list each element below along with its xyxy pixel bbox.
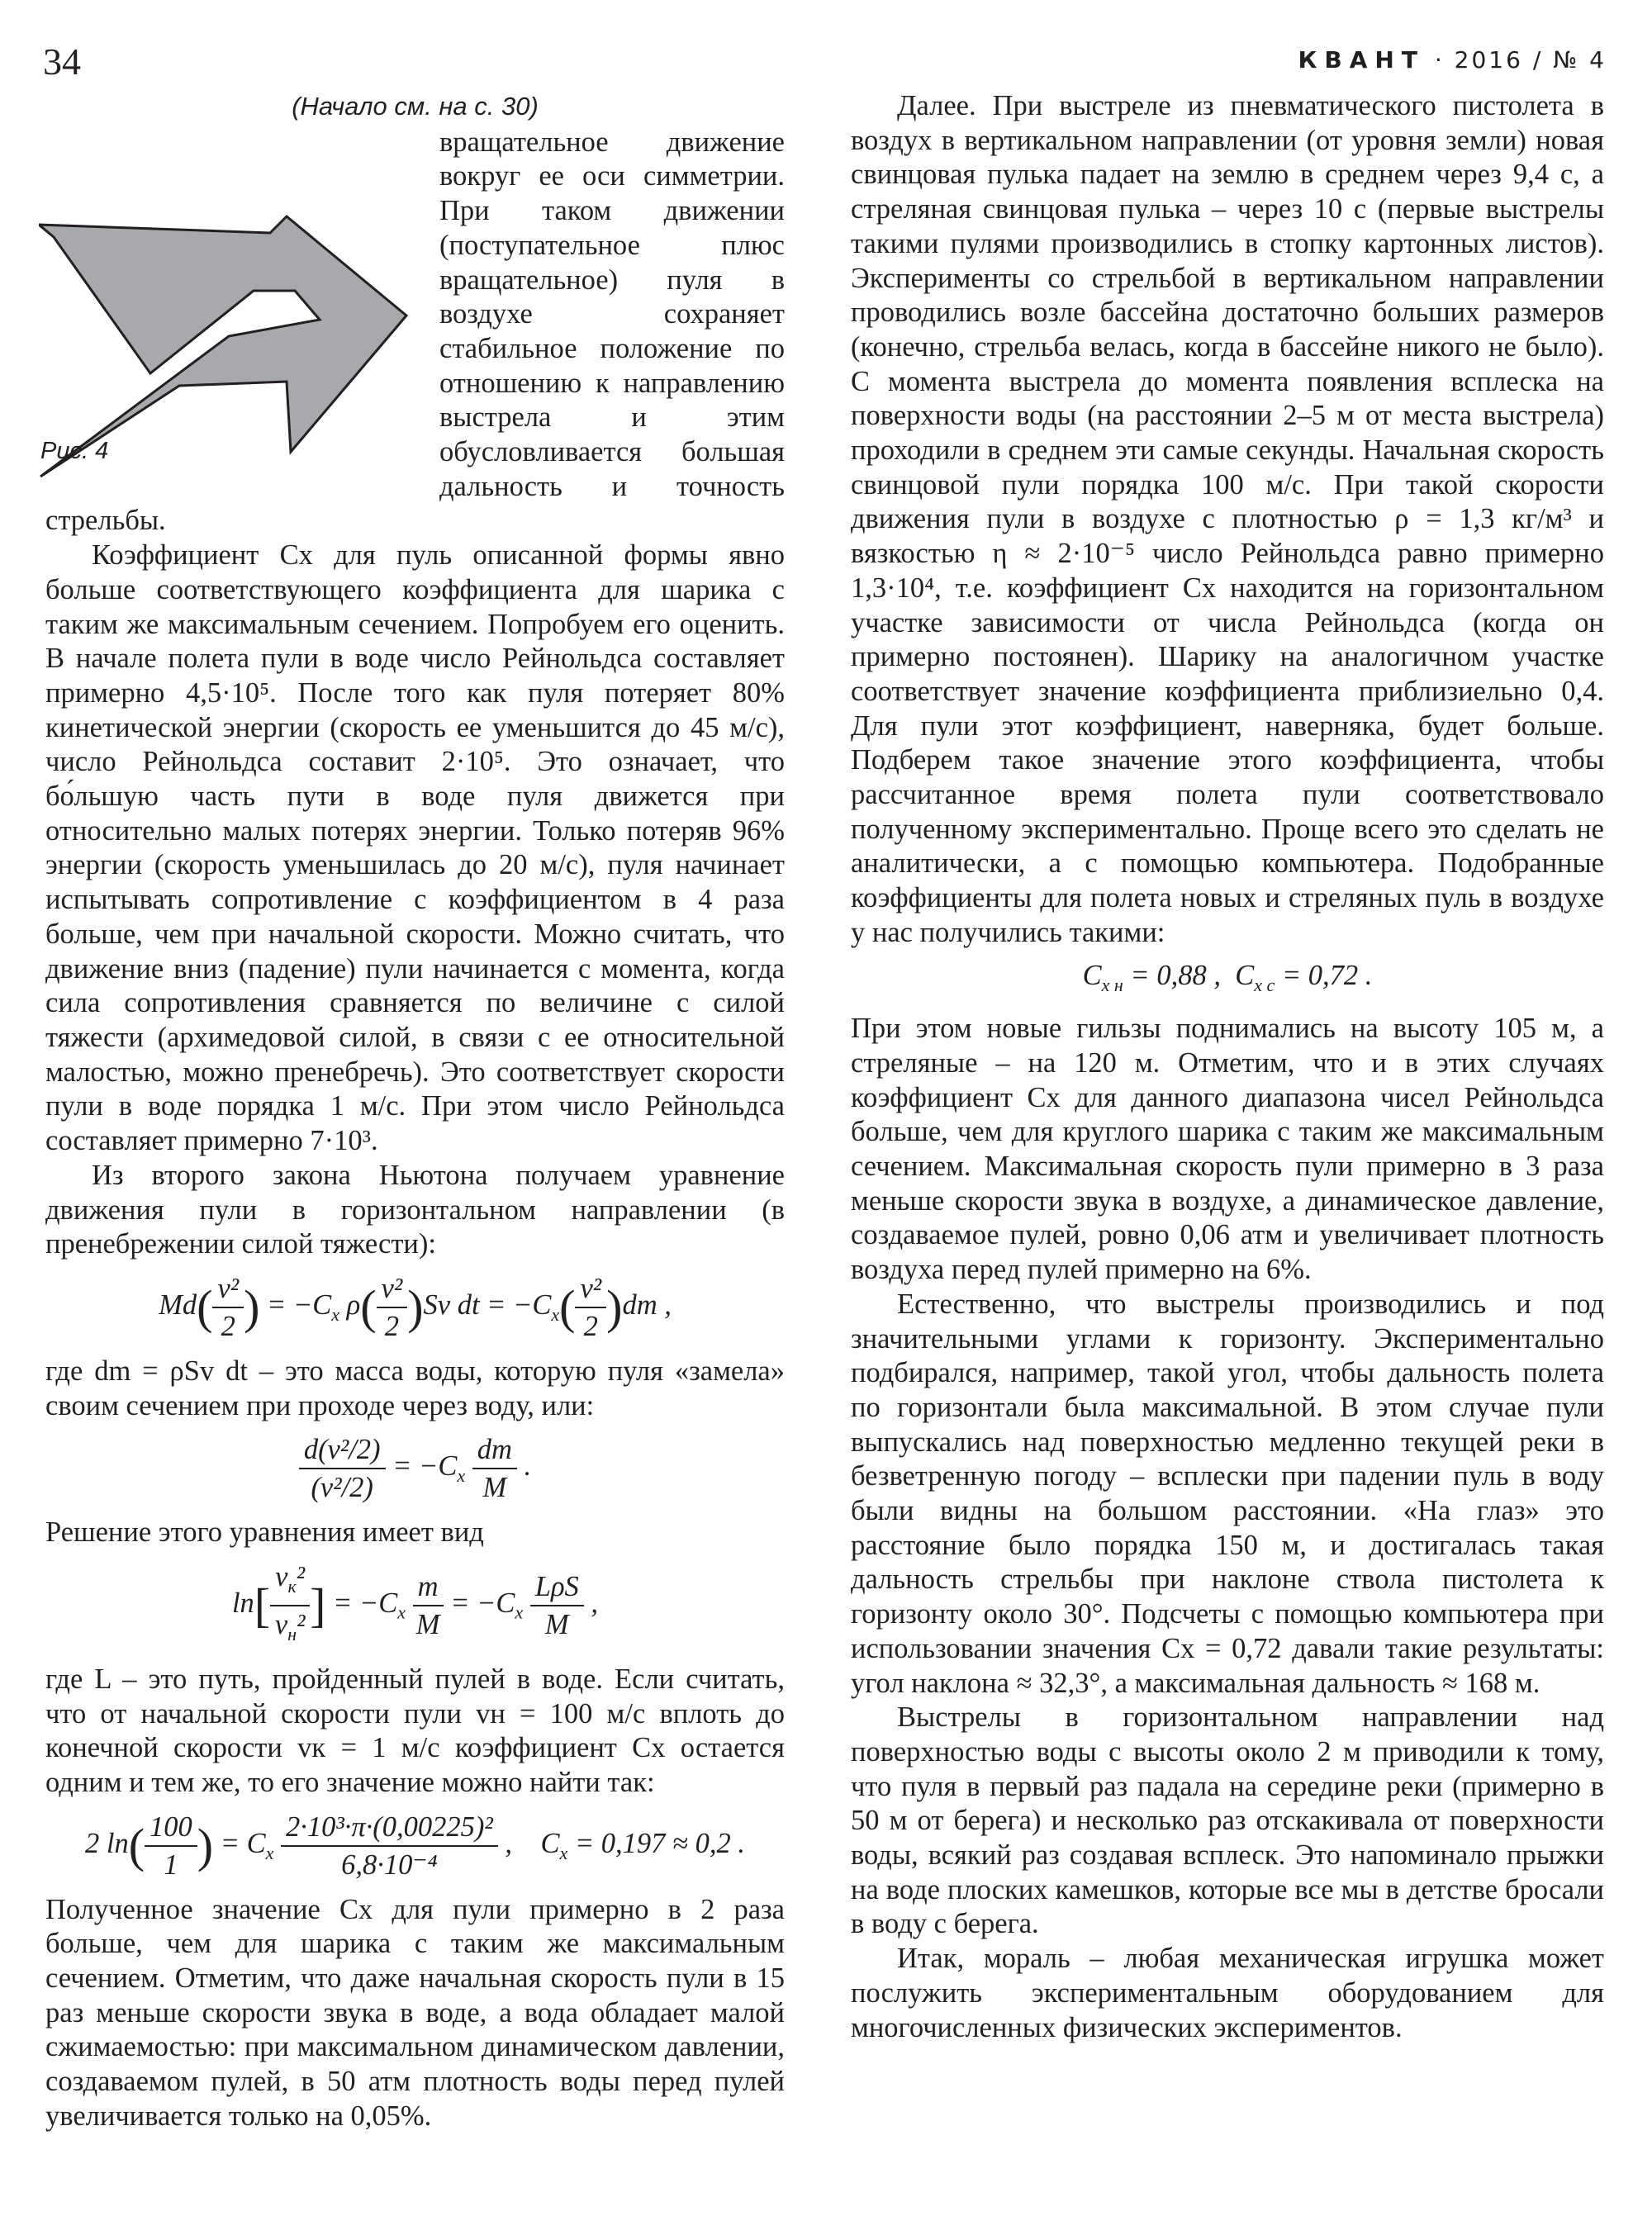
equation-coefficients: $C_{x н} = 0,88$ , $C_{x с} = 0,72$ .: [1082, 959, 1373, 995]
paragraph: Из второго закона Ньютона получаем уравнение движения пули в горизонтальном направлении (в пренебрежении силой тяжести):: [45, 1159, 785, 1260]
paragraph: где dm = ρSv dt – это масса воды, которую пуля «замела» своим сечением при проходе через воду, или:: [45, 1355, 785, 1421]
figure-4: [39, 126, 415, 485]
left-column: [40, 89, 785, 2134]
continuation-note: (Начало см. на с. 30): [292, 92, 539, 121]
equation-ratio: $\frac{\text{d(v²/2)}}{\text{(v²/2)}}$ = $-C_x$ $\frac{dm}{M}$ .: [45, 1431, 785, 1506]
paragraph: Естественно, что выстрелы производились и под значительными углами к горизонту. Экспериментально подбирался, например, такой угол, чтобы дальность полета по горизонтали была максимальной. В этом случае пули выпускались над поверхностью медленно текущей реки в безветренную погоду – всплески при падении пуль в воду были видны на большом расстоянии. «На глаз» это расстояние было порядка 150 м, и достигалась такая дальность стрельбы при наклоне ствола пистолета к горизонту около 30°. Подсчеты с помощью компьютера при использовании значения Cx = 0,72 давали такие результаты: угол наклона ≈ 32,3°, а максимальная дальность ≈ 168 м.: [851, 1288, 1604, 1699]
bullet-shape-diagram: [39, 126, 415, 481]
right-column: [851, 89, 1604, 2045]
paragraph: Решение этого уравнения имеет вид: [45, 1516, 484, 1549]
paragraph: Коэффициент Cx для пуль описанной формы явно больше соответствующего коэффициента для шарика с таким же максимальным сечением. Попробуем его оценить. В начале полета пули в воде число Рейнольдса составляет примерно 4,5·10⁵. После того как пуля потеряет 80% кинетической энергии (скорость ее уменьшится до 45 м/с), число Рейнольдса составит 2·10⁵. Это означает, что бо́льшую часть пути в воде пуля движется при относительно малых потерях энергии. Только потеряв 96% энергии (скорость уменьшилась до 20 м/с), пуля начинает испытывать сопротивление с коэффициентом в 4 раза больше, чем при начальной скорости. Можно считать, что движение вниз (падение) пули начинается с момента, когда сила сопротивления сравняется по величине с силой тяжести (архимедовой силой, в связи с ее относительной малостью, можно пренебречь). Это соответствует скорости пули в воде порядка 1 м/с. При этом число Рейнольдса составляет примерно 7·10³.: [45, 539, 785, 1157]
paragraph: вращательное движение вокруг ее оси симметрии. При таком движении (поступательное плюс вращательное) пуля в воздухе сохраняет стабильное положение по отношению к направлению выстрела и этим обусловливается большая дальность и точность стрельбы.: [45, 126, 785, 537]
paragraph: Выстрелы в горизонтальном направлении над поверхностью воды с высоты около 2 м приводили к тому, что пуля в первый раз падала на середине реки (примерно в 50 м от берега) и несколько раз отскакивала от поверхности воды, всякий раз создавая всплеск. Это напоминало прыжки на воде плоских камешков, которые все мы в детстве бросали в воду с берега.: [851, 1701, 1604, 1940]
figure-caption: Рис. 4: [40, 437, 109, 464]
issue-number: · 2016 / № 4: [1434, 46, 1607, 74]
paragraph: Итак, мораль – любая механическая игрушка может послужить экспериментальным оборудованием для многочисленных физических экспериментов.: [851, 1943, 1604, 2043]
paragraph: При этом новые гильзы поднимались на высоту 105 м, а стреляные – на 120 м. Отметим, что и в этих случаях коэффициент Cx для данного диапазона чисел Рейнольдса больше, чем для круглого шарика с таким же максимальным сечением. Максимальная скорость пули примерно в 3 раза меньше скорости звука в воздухе, а динамическое давление, создаваемое пулей, ровно 0,06 атм и увеличивает плотность воздуха перед пулей примерно на 6%.: [851, 1013, 1604, 1286]
equation-solution: ln[ $\frac{v_к^2}{v_н^2}$ ] = $-C_x$ $\frac{m}{M}$ = $-C_x$ $\frac{\text{LρS}}{M}$ ,: [45, 1559, 785, 1653]
journal-title: [1298, 46, 1607, 74]
page-header: [0, 0, 1652, 91]
equation-motion: Md( $\frac{\text{v²}}{2}$ ) = $-C_x$ ρ( $\frac{\text{v²}}{2}$ )Sv dt = $-C_x$( $\frac{\text{v²}}{2}$ )dm ,: [45, 1270, 785, 1345]
paragraph: Полученное значение Cx для пули примерно в 2 раза больше, чем для шарика с таким же максимальным сечением. Отметим, что даже начальная скорость пули в 15 раз меньше скорости звука в воде, а вода обладает малой сжимаемостью: при максимальном динамическом давлении, создаваемом пулей, в 50 атм плотность воды перед пулей увеличивается только на 0,05%.: [45, 1893, 785, 2132]
paragraph: где L – это путь, пройденный пулей в воде. Если считать, что от начальной скорости пули vн = 100 м/с вплоть до конечной скорости vк = 1 м/с коэффициент Cx остается одним и тем же, то его значение можно найти так:: [45, 1663, 785, 1798]
paragraph: Далее. При выстреле из пневматического пистолета в воздух в вертикальном направлении (от уровня земли) новая свинцовая пулька падает на землю в среднем через 9,4 с, а стреляная свинцовая пулька – через 10 с (первые выстрелы такими пулями производились в стопку картонных листов). Эксперименты со стрельбой в вертикальном направлении проводились возле бассейна достаточно больших размеров (конечно, стрельба велась, когда в бассейне никого не было). С момента выстрела до момента появления всплеска на поверхности воды (на расстоянии 2–5 м от места выстрела) проходили в среднем эти самые секунды. Начальная скорость свинцовой пули порядка 100 м/с. При такой скорости движения пули в воздухе с плотностью ρ = 1,3 кг/м³ и вязкостью η ≈ 2·10⁻⁵ число Рейнольдса равно примерно 1,3·10⁴, т.е. коэффициент Cx находится на горизонтальном участке зависимости от числа Рейнольдса (когда он примерно постоянен). Шарику на аналогичном участке соответствует значение коэффициента приблизиельно 0,4. Для пули этот коэффициент, наверняка, будет больше. Подберем такое значение этого коэффициента, чтобы рассчитанное время полета пули соответствовало полученному экспериментально. Проще всего это сделать не аналитически, а с помощью компьютера. Подобранные коэффициенты для полета новых и стреляных пуль в воздухе у нас получились такими:: [851, 90, 1604, 948]
magazine-name: КВАНТ: [1298, 46, 1425, 74]
equation-cx-value: 2 ln( $\frac{100}{1}$ ) = $C_x$ $\frac{\text{2·10³·π·(0,00225)²}}{\text{6,8·10⁻⁴}}$ , $C_x = 0,197 \approx 0,2$ .: [45, 1809, 785, 1883]
page-number: 34: [43, 40, 81, 83]
